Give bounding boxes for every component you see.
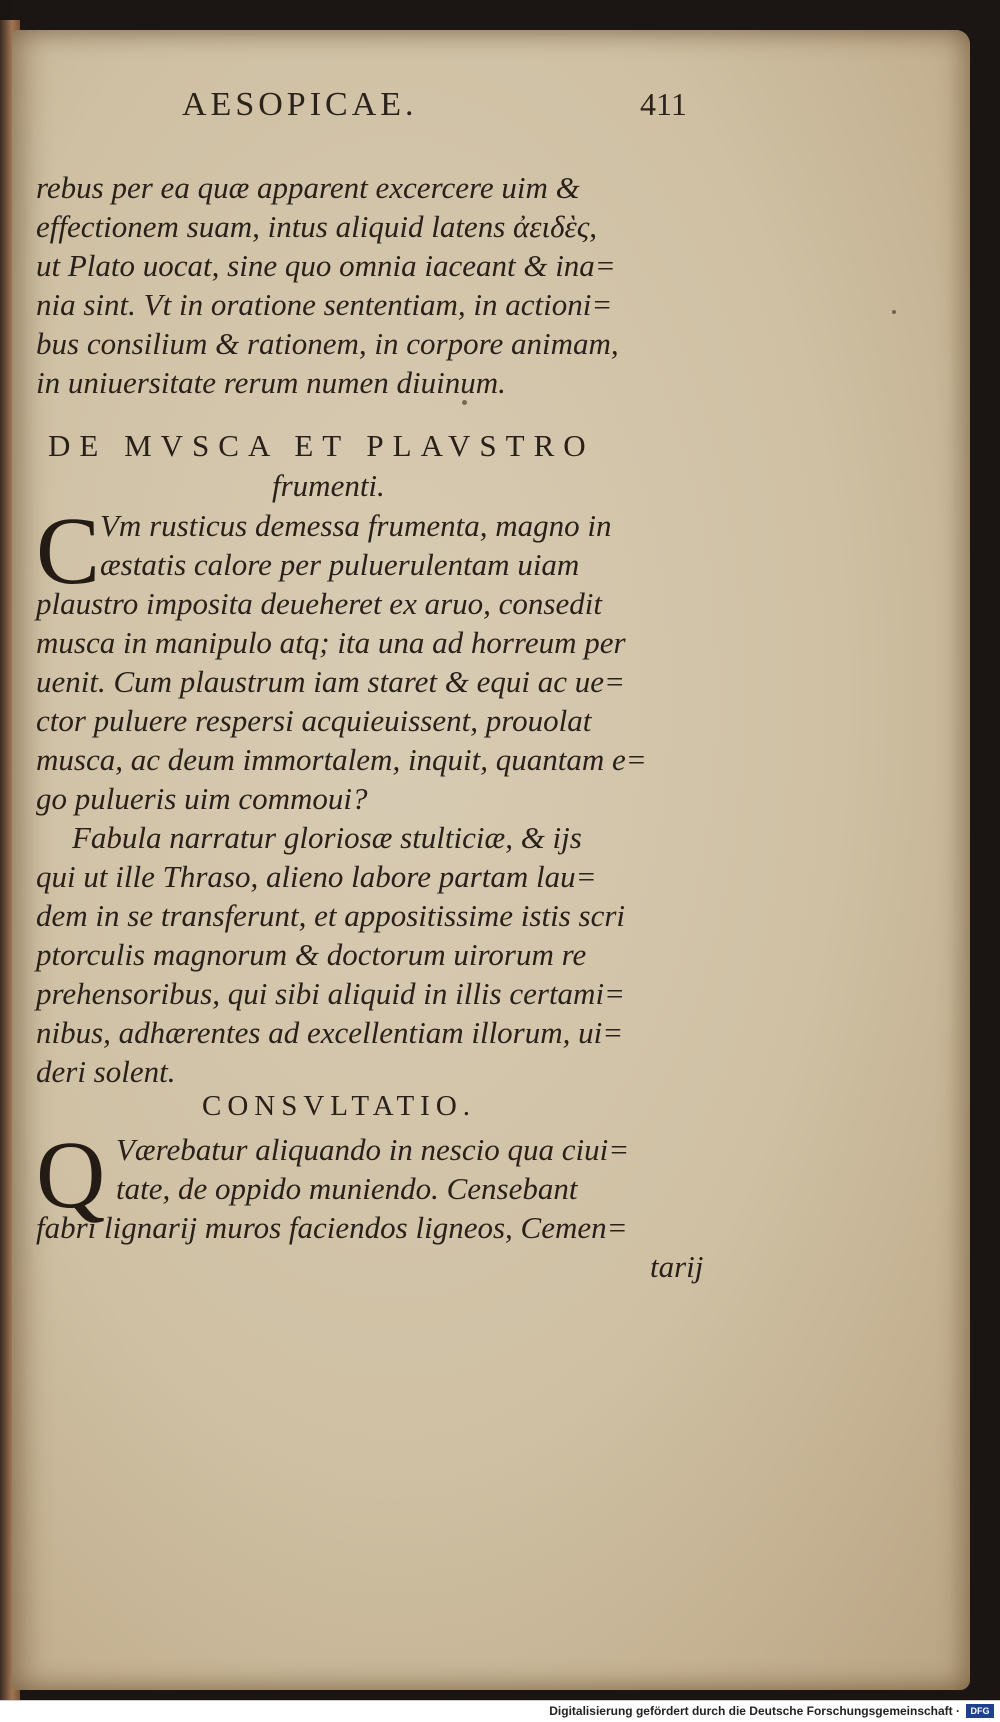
fable-line: plaustro imposita deueheret ex aruo, consedit (36, 586, 602, 621)
footer-bar (0, 1700, 1000, 1722)
consultatio-dropcap: Q (36, 1121, 106, 1228)
dfg-logo: DFG (966, 1704, 994, 1718)
fable-line: æstatis calore per puluerulentam uiam (100, 547, 580, 582)
text-block (36, 40, 736, 1480)
fable-line: musca in manipulo atq; ita una ad horreum per (36, 625, 626, 660)
intro-line: in uniuersitate rerum numen diuinum. (36, 365, 506, 400)
intro-line: effectionem suam, intus aliquid latens ἀειδὲς, (36, 209, 598, 244)
consultatio-line: fabri lignarij muros faciendos ligneos, Cemen= (36, 1210, 628, 1245)
moral-line: nibus, adhærentes ad excellentiam illorum, ui= (36, 1015, 624, 1050)
intro-line: nia sint. Vt in oratione sententiam, in actioni= (36, 287, 613, 322)
fable-subtitle: frumenti. (272, 468, 385, 503)
fable-dropcap: C (36, 497, 101, 604)
fable-line: uenit. Cum plaustrum iam staret & equi ac ue= (36, 664, 625, 699)
moral-line: deri solent. (36, 1054, 176, 1089)
catchword: tarij (650, 1249, 704, 1284)
fable-line: Vm rusticus demessa frumenta, magno in (100, 508, 612, 543)
page-number: 411 (640, 86, 687, 122)
fable-title: DE MVSCA ET PLAVSTRO (48, 428, 595, 463)
moral-line: Fabula narratur gloriosæ stulticiæ, & ijs (72, 820, 582, 855)
fable-line: ctor puluere respersi acquieuissent, prouolat (36, 703, 592, 738)
footer-text: Digitalisierung gefördert durch die Deutsche Forschungsgemeinschaft · (549, 1704, 960, 1718)
running-head: AESOPICAE. (182, 86, 418, 123)
moral-line: ptorculis magnorum & doctorum uirorum re (36, 937, 587, 972)
consultatio-line: tate, de oppido muniendo. Censebant (116, 1171, 578, 1206)
fable-line: musca, ac deum immortalem, inquit, quantam e= (36, 742, 647, 777)
consultatio-title: CONSVLTATIO. (202, 1090, 477, 1122)
consultatio-line: Værebatur aliquando in nescio qua ciui= (116, 1132, 630, 1167)
intro-line: ut Plato uocat, sine quo omnia iaceant & ina= (36, 248, 616, 283)
intro-line: bus consilium & rationem, in corpore animam, (36, 326, 619, 361)
intro-line: rebus per ea quæ apparent excercere uim & (36, 170, 580, 205)
moral-line: prehensoribus, qui sibi aliquid in illis certami= (36, 976, 625, 1011)
moral-line: qui ut ille Thraso, alieno labore partam lau= (36, 859, 597, 894)
moral-line: dem in se transferunt, et appositissime istis scri (36, 898, 625, 933)
fable-line: go pulueris uim commoui? (36, 781, 368, 816)
